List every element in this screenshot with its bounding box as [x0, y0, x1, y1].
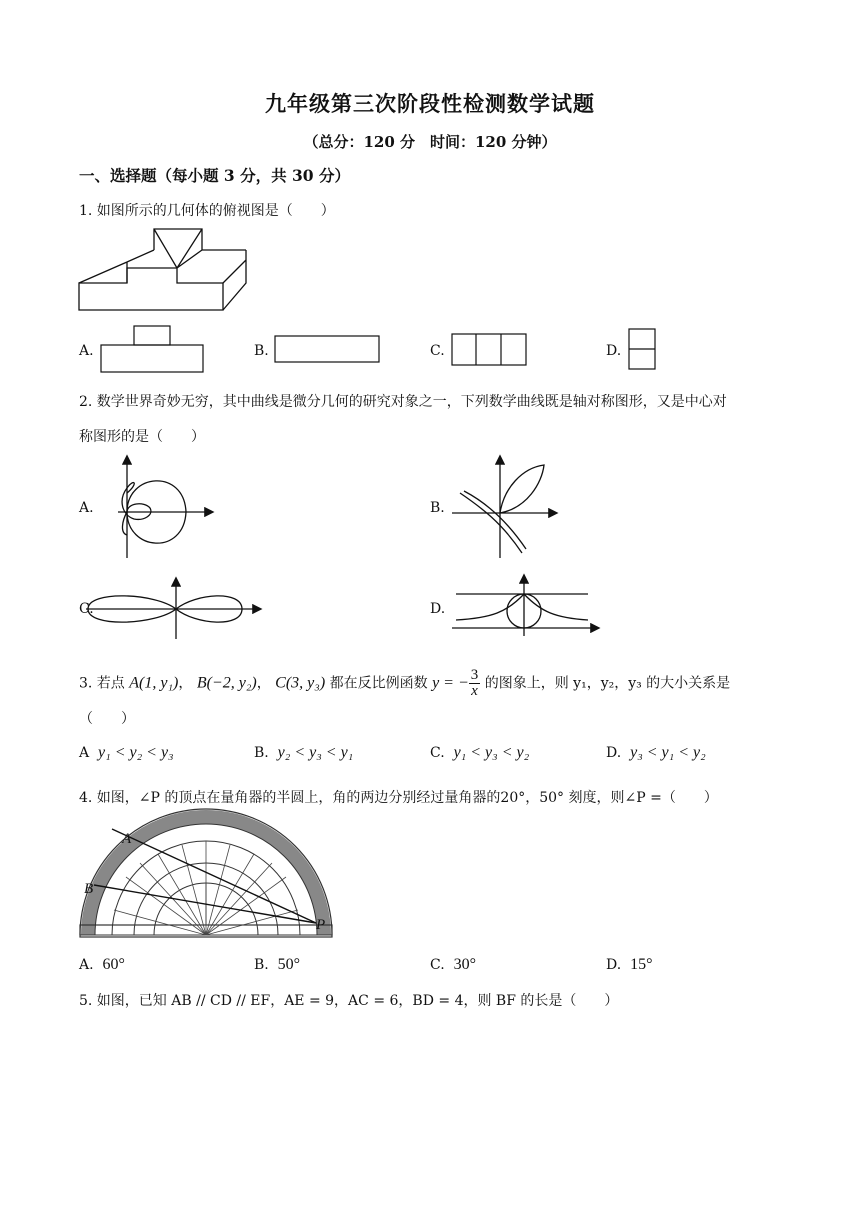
q4-label-b: B [84, 881, 94, 897]
q2-option-a-label[interactable]: A. [79, 500, 94, 516]
q4-option-c-value: 30° [453, 956, 476, 973]
q4-label-p: P [316, 917, 326, 933]
q3-point-a: A(1, y₁) [129, 674, 179, 692]
q1-option-d-label[interactable]: D. [606, 343, 622, 359]
q3-func-den: x [471, 683, 478, 699]
q4-option-a-value: 60° [102, 956, 125, 973]
q3-option-a[interactable] [79, 744, 174, 762]
q4-option-d[interactable] [606, 956, 653, 974]
q2-option-d-figure [452, 572, 612, 642]
q3-option-d-expr: y₃ < y₁ < y₂ [630, 744, 706, 761]
q4-option-c-label: C. [430, 957, 445, 973]
q3-point-b: B(−2, y₂) [196, 674, 257, 692]
q3-option-a-label: A [79, 745, 90, 761]
q1-option-b-figure [274, 335, 384, 365]
question-1-text: 1. 如图所示的几何体的俯视图是（ ） [79, 203, 335, 219]
q1-option-c-figure [451, 333, 531, 369]
q3-suffix: 的图象上，则 y₁，y₂，y₃ 的大小关系是 [484, 675, 731, 692]
q2-option-b-label[interactable]: B. [430, 500, 445, 516]
q4-option-d-label: D. [606, 957, 622, 973]
q4-option-a-label: A. [79, 957, 94, 973]
q2-option-a-figure [114, 453, 214, 563]
q4-option-d-value: 15° [630, 956, 653, 973]
q3-point-c: C(3, y₃) [275, 674, 326, 692]
q3-prefix: 3. 若点 [79, 675, 125, 692]
question-3-text: 3. 若点 A(1, y₁)， B(−2, y₂)， C(3, y₃) 都在反比例函数 y = − $\frac{3}{x}$ 的图象上，则 y₁，y₂，y₃ 的大小关系是 [79, 667, 731, 699]
exam-info: （总分：120 分 时间：120 分钟） [303, 133, 557, 151]
q1-option-b-label[interactable]: B. [254, 343, 269, 359]
q3-option-c[interactable] [430, 744, 529, 762]
q3-option-c-expr: y₁ < y₃ < y₂ [453, 744, 530, 761]
q3-option-d-label: D. [606, 745, 622, 761]
q3-option-b[interactable] [254, 744, 353, 762]
q1-option-c-label[interactable]: C. [430, 343, 445, 359]
page-title: 九年级第三次阶段性检测数学试题 [265, 91, 595, 116]
q4-protractor-figure [76, 815, 336, 945]
q3-blank: （ ） [79, 711, 135, 727]
q3-option-b-expr: y₂ < y₃ < y₁ [277, 744, 354, 761]
q2-option-d-label[interactable]: D. [430, 601, 446, 617]
q1-option-a-figure [100, 325, 210, 375]
q1-option-d-figure [628, 328, 658, 372]
question-4-text: 4. 如图，∠P 的顶点在量角器的半圆上，角的两边分别经过量角器的20°，50° 刻度，则∠P =（ ） [79, 790, 718, 806]
section-heading: 一、选择题（每小题 3 分，共 30 分） [79, 166, 350, 185]
q1-option-a-label[interactable]: A. [79, 343, 94, 359]
q3-option-d[interactable] [606, 744, 706, 762]
q4-option-a[interactable] [79, 956, 125, 974]
q2-option-c-label[interactable]: C. [79, 601, 94, 617]
q3-option-a-expr: y₁ < y₂ < y₃ [98, 744, 174, 761]
question-5-text: 5. 如图，已知 AB // CD // EF，AE = 9，AC = 6，BD = 4，则 BF 的长是（ ） [79, 993, 619, 1009]
q4-option-c[interactable] [430, 956, 476, 974]
q3-func-num: 3 [470, 667, 479, 683]
q4-option-b[interactable] [254, 956, 300, 974]
q4-option-b-label: B. [254, 957, 269, 973]
q4-option-b-value: 50° [277, 956, 301, 973]
question-2-line1: 2. 数学世界奇妙无穷，其中曲线是微分几何的研究对象之一，下列数学曲线既是轴对称图形，又是中心对 [79, 394, 727, 410]
q1-solid-figure [78, 228, 258, 318]
q3-mid: 都在反比例函数 [329, 675, 428, 692]
question-2-line2: 称图形的是（ ） [79, 429, 205, 445]
q3-option-c-label: C. [430, 745, 445, 761]
q2-option-b-figure [452, 453, 562, 563]
q2-option-c-figure [86, 575, 266, 645]
q4-label-a: A [122, 831, 132, 847]
q3-fraction [469, 668, 481, 699]
q3-option-b-label: B. [254, 745, 269, 761]
q3-func-lhs: y = − [432, 674, 469, 692]
